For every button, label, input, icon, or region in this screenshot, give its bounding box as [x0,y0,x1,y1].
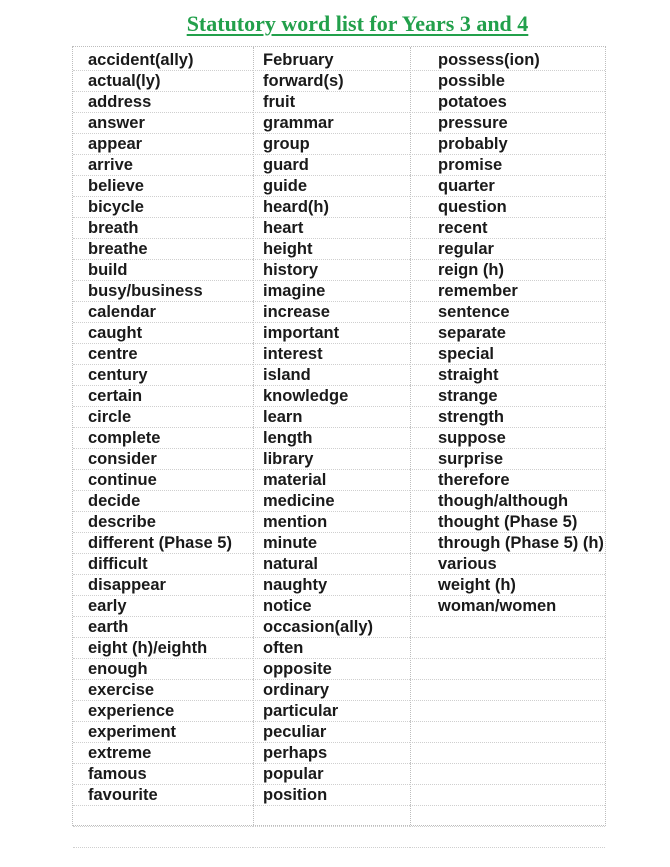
word-list-item: occasion(ally) [253,617,410,638]
word-list-item: therefore [410,470,605,491]
word-list-item: breath [73,218,253,239]
word-list-item: material [253,470,410,491]
word-list-item: centre [73,344,253,365]
word-list-item: surprise [410,449,605,470]
word-list-item: recent [410,218,605,239]
page-title: Statutory word list for Years 3 and 4 [186,11,529,36]
word-list-item: particular [253,701,410,722]
word-list-item: enough [73,659,253,680]
word-list-item: straight [410,365,605,386]
word-list-item: strange [410,386,605,407]
word-list-item: promise [410,155,605,176]
word-list-item: calendar [73,302,253,323]
word-list-table [72,46,606,826]
word-list-item: notice [253,596,410,617]
word-list-item: medicine [253,491,410,512]
word-list-item: ordinary [253,680,410,701]
word-list-item [73,827,253,848]
word-list-item: suppose [410,428,605,449]
word-list-item: interest [253,344,410,365]
word-list-item: possess(ion) [410,50,605,71]
word-list-item: learn [253,407,410,428]
word-list-item: breathe [73,239,253,260]
word-list-item: thought (Phase 5) [410,512,605,533]
word-list-item: grammar [253,113,410,134]
word-list-item: regular [410,239,605,260]
word-column-1 [73,47,254,825]
word-list-item: through (Phase 5) (h) [410,533,605,554]
word-list-item: remember [410,281,605,302]
word-list-item: peculiar [253,722,410,743]
word-list-item: circle [73,407,253,428]
word-list-item [410,743,605,764]
word-list-item: natural [253,554,410,575]
word-list-item: important [253,323,410,344]
word-list-item: quarter [410,176,605,197]
word-list-item: possible [410,71,605,92]
word-list-item [410,659,605,680]
word-list-item [73,806,253,827]
word-list-item: heart [253,218,410,239]
word-list-item: describe [73,512,253,533]
word-list-item: favourite [73,785,253,806]
word-list-item: mention [253,512,410,533]
word-list-item [410,806,605,827]
word-list-item: minute [253,533,410,554]
word-list-item: answer [73,113,253,134]
word-list-item [410,617,605,638]
word-list-item: complete [73,428,253,449]
word-list-item: opposite [253,659,410,680]
word-list-item: though/although [410,491,605,512]
word-list-item: appear [73,134,253,155]
word-list-item: difficult [73,554,253,575]
word-list-item: different (Phase 5) [73,533,253,554]
word-list-item: bicycle [73,197,253,218]
word-list-item: perhaps [253,743,410,764]
word-list-item: history [253,260,410,281]
word-list-item: February [253,50,410,71]
word-list-item: special [410,344,605,365]
word-list-item: pressure [410,113,605,134]
word-list-item [253,806,410,827]
word-list-item: forward(s) [253,71,410,92]
word-list-item: question [410,197,605,218]
word-list-item: island [253,365,410,386]
word-list-item: continue [73,470,253,491]
word-list-item: potatoes [410,92,605,113]
word-list-item: reign (h) [410,260,605,281]
word-list-item: early [73,596,253,617]
word-column-2 [253,47,411,825]
word-list-item: believe [73,176,253,197]
word-list-item: knowledge [253,386,410,407]
word-list-item: increase [253,302,410,323]
word-list-item: build [73,260,253,281]
word-list-item: height [253,239,410,260]
word-list-item: extreme [73,743,253,764]
word-list-item: address [73,92,253,113]
word-list-item: arrive [73,155,253,176]
word-column-3 [410,47,605,825]
word-list-item: length [253,428,410,449]
word-list-item: popular [253,764,410,785]
word-list-item: busy/business [73,281,253,302]
word-list-item: probably [410,134,605,155]
word-list-item [410,785,605,806]
word-list-item [410,722,605,743]
word-list-item: library [253,449,410,470]
word-list-item: consider [73,449,253,470]
word-list-item: often [253,638,410,659]
word-list-item: heard(h) [253,197,410,218]
word-list-item: earth [73,617,253,638]
word-list-item: position [253,785,410,806]
word-list-item: imagine [253,281,410,302]
word-list-item: certain [73,386,253,407]
word-list-item [410,680,605,701]
word-list-item: strength [410,407,605,428]
word-list-item: separate [410,323,605,344]
word-list-item: caught [73,323,253,344]
word-list-item [410,827,605,848]
word-list-item [410,701,605,722]
word-list-item: sentence [410,302,605,323]
word-list-item: disappear [73,575,253,596]
word-list-item: experiment [73,722,253,743]
word-list-item: century [73,365,253,386]
word-list-item: famous [73,764,253,785]
word-list-item [410,764,605,785]
word-list-item: experience [73,701,253,722]
word-list-item: guard [253,155,410,176]
word-list-item: accident(ally) [73,50,253,71]
word-list-item: various [410,554,605,575]
word-list-item: weight (h) [410,575,605,596]
word-list-item: guide [253,176,410,197]
word-list-item: exercise [73,680,253,701]
word-list-item: eight (h)/eighth [73,638,253,659]
word-list-item: naughty [253,575,410,596]
word-list-item: fruit [253,92,410,113]
word-list-item: woman/women [410,596,605,617]
word-list-item: decide [73,491,253,512]
word-list-item [410,638,605,659]
word-list-item: group [253,134,410,155]
word-list-item: actual(ly) [73,71,253,92]
word-list-item [253,827,410,848]
